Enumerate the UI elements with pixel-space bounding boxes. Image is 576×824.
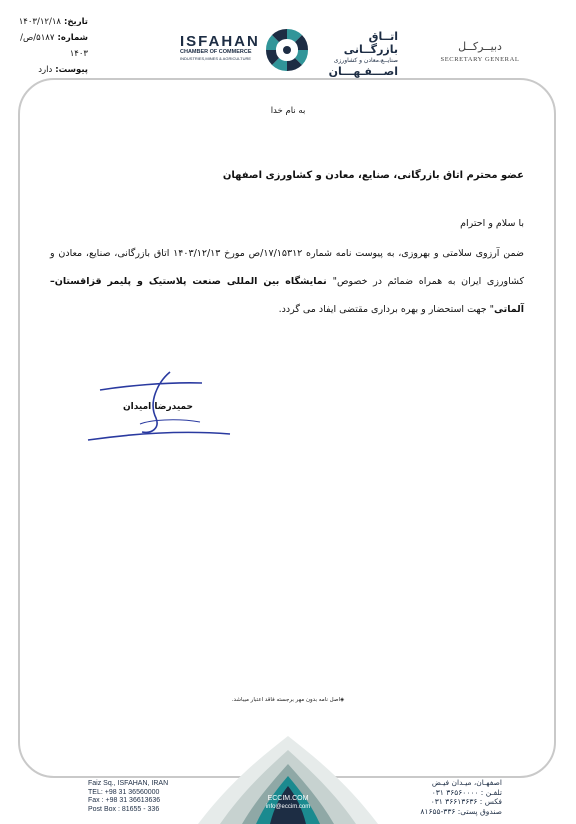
footer-fa-line: اصفهـان، میـدان فیـض [431,778,502,787]
secretary-fa: دبیــرکــل [458,40,502,53]
email-link[interactable]: info@eccim.com [265,804,311,810]
logo-en-tiny: INDUSTRIES,MINES & AGRICULTURE [180,56,252,61]
number-label: شماره: [57,33,88,43]
attachment-row [6,62,88,78]
footer-address-fa [392,778,502,816]
footer-fa-line: تلفـن : ۳۶۵۶۰۰۰۰ ۰۳۱ [431,787,502,797]
website-link[interactable]: ECCIM.COM [267,795,309,802]
attachment-label: پیوست: [55,65,88,75]
secretary-en: SECRETARY GENERAL [440,56,520,63]
footer-en-line: Fax : +98 31 36613636 [88,797,161,804]
footer-fa-line: فکس : ۳۶۶۱۳۶۳۶ ۰۳۱ [430,797,502,806]
footer-fa-line: صندوق پستی: ۳۳۶-۸۱۶۵۵ [420,806,502,816]
greeting: با سلام و احترام [460,218,524,229]
footer-en-line: TEL: +98 31 36560000 [88,788,160,796]
secretary-general-block [430,40,530,66]
number-value: ۵۱۸۷/ص/۱۴۰۳ [20,33,88,59]
invocation: به نام خدا [270,106,306,116]
logo-en-sub: CHAMBER OF COMMERCE [180,49,252,55]
footer-en-line: Post Box : 81655 - 336 [88,805,160,813]
footer-web [248,794,328,811]
logo-fa-line1: اتــاق بازرگــانی [343,30,398,56]
footer-address-en [88,780,208,814]
logo-fa-line2: صنایــع،معادن و کشاورزی [333,57,398,64]
paragraph-bold: نمایشگاه بین المللی صنعت پلاستیک و پلیمر قزاقستان– آلماتی [50,276,524,315]
number-row [6,30,88,62]
recipient: عضو محترم اتاق بازرگانی، صنایع، معادن و کشاورزی اصفهان [222,170,524,181]
logo-fa-line3: اصـــفـهـــان [328,65,398,78]
logo-persian [312,30,398,79]
date-label: تاریخ: [64,17,88,27]
date-value: ۱۴۰۳/۱۲/۱۸ [18,17,61,27]
footer-en-line: Faiz Sq., ISFAHAN, IRAN [88,780,169,787]
paragraph-text-1: ضمن آرزوی سلامتی و بهروزی، به پیوست نامه شماره ۱۷/۱۵۳۱۲/ص مورخ ۱۴۰۳/۱۲/۱۳ اتاق بازرگانی، صنایع، معادن و کشاورزی ایران به همراه ضمائم در خصوص" [50,248,524,287]
letter-meta [6,14,88,78]
footnote: ◈اصل نامه بدون مهر برجسته فاقد اعتبار میباشد. [231,697,345,703]
logo-en-main: ISFAHAN [180,33,260,50]
attachment-value: دارد [38,65,53,75]
paragraph-text-2: " جهت استحضار و بهره برداری مقتضی ایفاد می گردد. [278,304,495,315]
letter-paragraph [50,240,524,324]
chamber-logo-icon [264,27,310,73]
date-row [6,14,88,30]
signer-name: حمیدرضا امیدان [122,402,194,412]
logo-english [180,34,266,62]
